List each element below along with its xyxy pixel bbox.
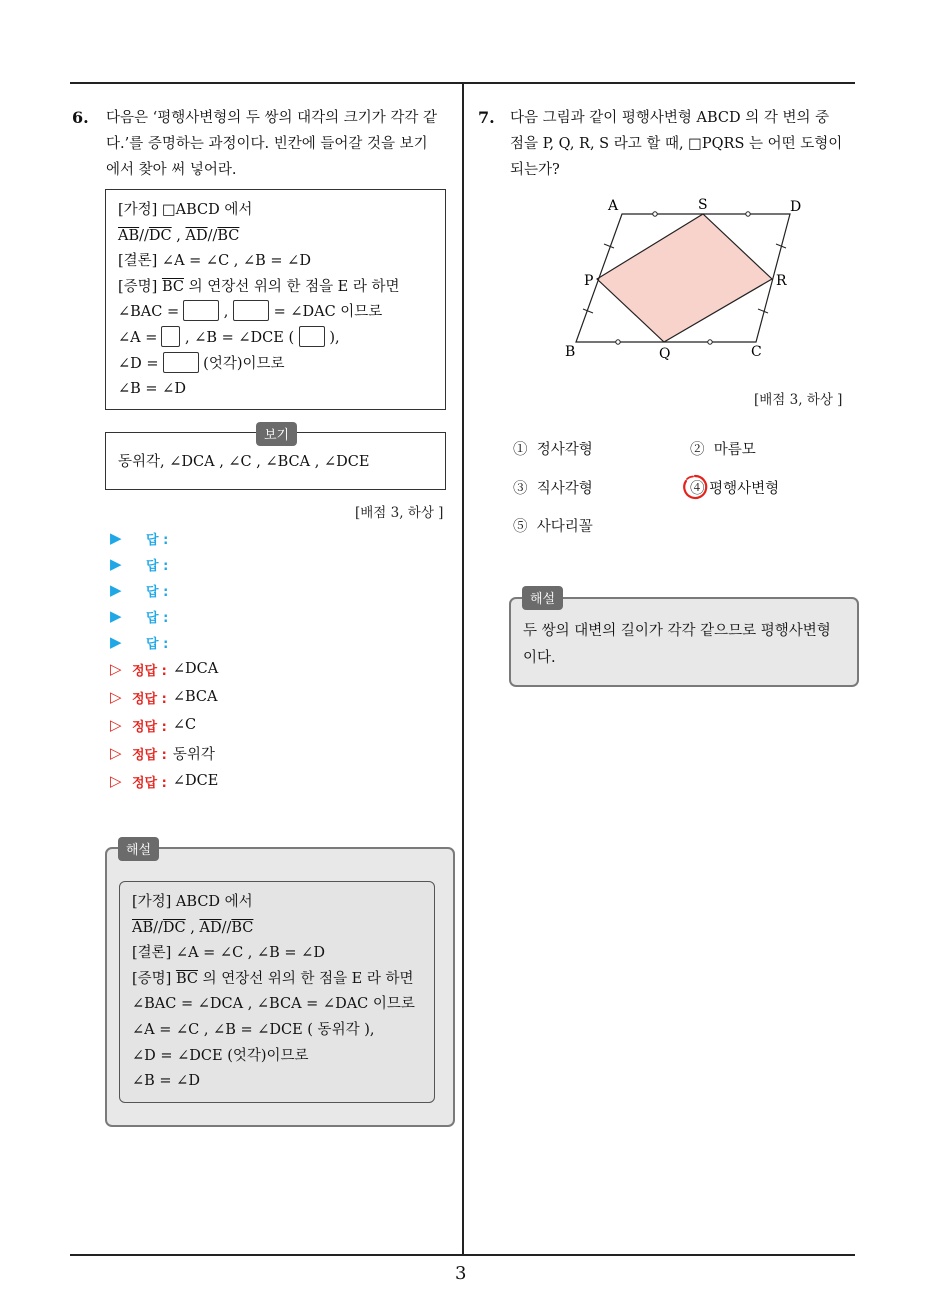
answer-label: 답 : — [146, 532, 169, 548]
choice-number: ① — [513, 442, 528, 458]
choice-number: ② — [690, 442, 705, 458]
play-icon: ▶ — [110, 633, 122, 651]
correct-answer-row — [110, 769, 218, 793]
proof-line-6 — [118, 326, 400, 352]
q6-question-text — [106, 105, 456, 183]
proof-text: 의 연장선 위의 한 점을 E 라 하면 — [183, 278, 400, 295]
parallel-sign: // — [207, 227, 218, 244]
q7-number: 7. — [478, 108, 495, 127]
expl-line-parallel: $\overline{AB}//\overline{DC}$ , $\overline{AD}//\overline{BC}$ — [132, 919, 254, 936]
proof-text: □ABCD 에서 — [161, 202, 253, 218]
correct-label: 정답 : — [132, 691, 167, 707]
proof-text: = ∠DAC 이므로 — [273, 304, 383, 321]
correct-value: 동위각 — [172, 746, 215, 763]
choice-text: 직사각형 — [536, 481, 593, 497]
choice-number: ④ — [690, 481, 705, 497]
triangle-outline-icon: ▷ — [110, 772, 122, 790]
vertex-label-r: R — [776, 273, 787, 289]
correct-value: ∠DCE — [172, 773, 219, 789]
segment-ab: $\overline{AB}$ — [132, 919, 154, 936]
proof-text: , ∠B = ∠DCE ( — [185, 329, 295, 346]
triangle-outline-icon: ▷ — [110, 660, 122, 678]
vertex-label-a: A — [608, 198, 619, 214]
blank-box-2[interactable] — [233, 300, 269, 321]
segment-bc: $\overline{BC}$ — [175, 970, 198, 987]
choice-text: 정사각형 — [536, 442, 593, 458]
bogi-text: 동위각, ∠DCA , ∠C , ∠BCA , ∠DCE — [118, 454, 370, 470]
correct-answer-circle-icon — [681, 473, 709, 501]
q7-text-line: 되는가? — [510, 162, 560, 178]
correct-value: ∠BCA — [172, 689, 218, 705]
q6-proof-box — [105, 189, 446, 410]
q7-score: [배점 3, 하상 ] — [754, 392, 843, 408]
proof-line-conclusion: [결론] ∠A = ∠C , ∠B = ∠D — [118, 253, 311, 270]
quadrilateral-pqrs — [597, 214, 772, 342]
expl-line-6: ∠A = ∠C , ∠B = ∠DCE ( 동위각 ), — [132, 1021, 375, 1038]
segment-bc: $\overline{BC}$ — [217, 227, 240, 244]
q6-explanation-inner-box — [119, 881, 435, 1103]
explanation-content — [132, 890, 415, 1095]
expl-line-hypothesis: [가정] ABCD 에서 — [132, 894, 253, 910]
tick-mark — [616, 340, 620, 344]
vertex-label-c: C — [751, 344, 762, 360]
triangle-outline-icon: ▷ — [110, 744, 122, 762]
proof-line-7 — [118, 352, 400, 378]
proof-tag: [가정] — [118, 202, 158, 218]
expl-line-conclusion: [결론] ∠A = ∠C , ∠B = ∠D — [132, 945, 325, 962]
blank-box-1[interactable] — [183, 300, 219, 321]
segment-ad: $\overline{AD}$ — [199, 919, 222, 936]
parallelogram-figure — [560, 190, 820, 370]
q6-explanation-label: 해설 — [118, 837, 159, 861]
expl-line-proof — [132, 967, 415, 993]
vertex-label-d: D — [790, 199, 802, 215]
answer-row — [110, 526, 168, 550]
q7-explanation-text — [523, 618, 831, 672]
proof-text: ∠BAC = — [118, 304, 180, 321]
correct-answer-row — [110, 685, 217, 709]
play-icon: ▶ — [110, 581, 122, 599]
answer-label: 답 : — [146, 610, 169, 626]
correct-label: 정답 : — [132, 747, 167, 763]
proof-text: ∠A = — [118, 329, 158, 346]
correct-value: ∠DCA — [172, 661, 219, 677]
expl-line-7: ∠D = ∠DCE (엇각)이므로 — [132, 1047, 309, 1064]
choice-5[interactable] — [513, 515, 593, 536]
answer-label: 답 : — [146, 584, 169, 600]
correct-label: 정답 : — [132, 663, 167, 679]
play-icon: ▶ — [110, 607, 122, 625]
choice-text: 마름모 — [713, 442, 756, 458]
triangle-outline-icon: ▷ — [110, 688, 122, 706]
proof-line-hypothesis — [118, 198, 400, 224]
play-icon: ▶ — [110, 529, 122, 547]
q6-explanation-box — [105, 847, 455, 1127]
blank-box-5[interactable] — [163, 352, 199, 373]
answer-label: 답 : — [146, 558, 169, 574]
proof-line-parallel — [118, 224, 400, 250]
q6-score: [배점 3, 하상 ] — [355, 505, 444, 521]
comma: , — [171, 227, 186, 244]
q7-explanation-label: 해설 — [522, 586, 563, 610]
proof-content — [118, 198, 400, 403]
vertex-label-s: S — [698, 197, 708, 213]
vertex-label-q: Q — [659, 346, 671, 362]
segment-bc: $\overline{BC}$ — [231, 919, 254, 936]
q6-number: 6. — [72, 108, 89, 127]
choice-text: 평행사변형 — [709, 481, 780, 497]
correct-answer-row — [110, 741, 215, 765]
choice-3[interactable] — [513, 477, 593, 498]
expl-line-8: ∠B = ∠D — [132, 1073, 200, 1090]
proof-tag: [증명] — [132, 970, 172, 987]
triangle-outline-icon: ▷ — [110, 716, 122, 734]
correct-answer-row — [110, 713, 196, 737]
proof-line-8: ∠B = ∠D — [118, 381, 186, 398]
proof-text: ), — [329, 329, 340, 346]
tick-mark — [758, 309, 768, 313]
choice-2[interactable] — [690, 438, 756, 459]
bogi-label: 보기 — [256, 422, 297, 446]
answer-row — [110, 578, 168, 602]
choice-1[interactable] — [513, 438, 593, 459]
q6-text-line: 에서 찾아 써 넣어라. — [106, 162, 237, 178]
correct-label: 정답 : — [132, 775, 167, 791]
tick-mark — [604, 244, 614, 248]
proof-line-5 — [118, 300, 400, 326]
proof-text: 의 연장선 위의 한 점을 E 라 하면 — [197, 970, 414, 987]
proof-text: ∠D = — [118, 355, 159, 372]
column-divider — [462, 84, 464, 1255]
bottom-rule — [70, 1254, 855, 1256]
tick-mark — [653, 212, 657, 216]
segment-dc: $\overline{DC}$ — [148, 227, 172, 244]
segment-dc: $\overline{DC}$ — [162, 919, 186, 936]
answer-row — [110, 630, 168, 654]
segment-bc: $\overline{BC}$ — [161, 278, 184, 295]
correct-value: ∠C — [172, 717, 197, 733]
choice-number: ③ — [513, 481, 528, 497]
correct-answer-row — [110, 657, 218, 681]
segment-ad: $\overline{AD}$ — [185, 227, 208, 244]
q7-question-text — [510, 105, 860, 183]
q7-text-line: 점을 P, Q, R, S 라고 할 때, □PQRS 는 어떤 도형이 — [510, 136, 843, 152]
parallel-sign: // — [139, 227, 149, 244]
tick-mark — [708, 340, 712, 344]
blank-box-3[interactable] — [161, 326, 180, 347]
play-icon: ▶ — [110, 555, 122, 573]
answer-row — [110, 552, 168, 576]
q6-text-line: 다음은 ‘평행사변형의 두 쌍의 대각의 크기가 각각 같 — [106, 110, 438, 126]
vertex-label-b: B — [565, 344, 576, 360]
correct-label: 정답 : — [132, 719, 167, 735]
proof-text: (엇각)이므로 — [203, 355, 285, 372]
expl-line-5: ∠BAC = ∠DCA , ∠BCA = ∠DAC 이므로 — [132, 996, 415, 1013]
q7-text-line: 다음 그림과 같이 평행사변형 ABCD 의 각 변의 중 — [510, 110, 830, 126]
answer-row — [110, 604, 168, 628]
expl-line: 이다. — [523, 650, 556, 666]
page-number: 3 — [455, 1263, 467, 1284]
proof-line-proof — [118, 275, 400, 301]
blank-box-4[interactable] — [299, 326, 325, 347]
q7-explanation-box — [509, 597, 859, 687]
choice-text: 사다리꼴 — [536, 519, 593, 535]
answer-label: 답 : — [146, 636, 169, 652]
expl-line: 두 쌍의 대변의 길이가 각각 같으므로 평행사변형 — [523, 623, 831, 639]
vertex-label-p: P — [584, 273, 594, 289]
proof-text: , — [223, 304, 229, 321]
choice-number: ⑤ — [513, 519, 528, 535]
q6-text-line: 다.’를 증명하는 과정이다. 빈칸에 들어갈 것을 보기 — [106, 136, 428, 152]
segment-ab: $\overline{AB}$ — [118, 227, 140, 244]
tick-mark — [746, 212, 750, 216]
proof-tag: [증명] — [118, 278, 158, 295]
